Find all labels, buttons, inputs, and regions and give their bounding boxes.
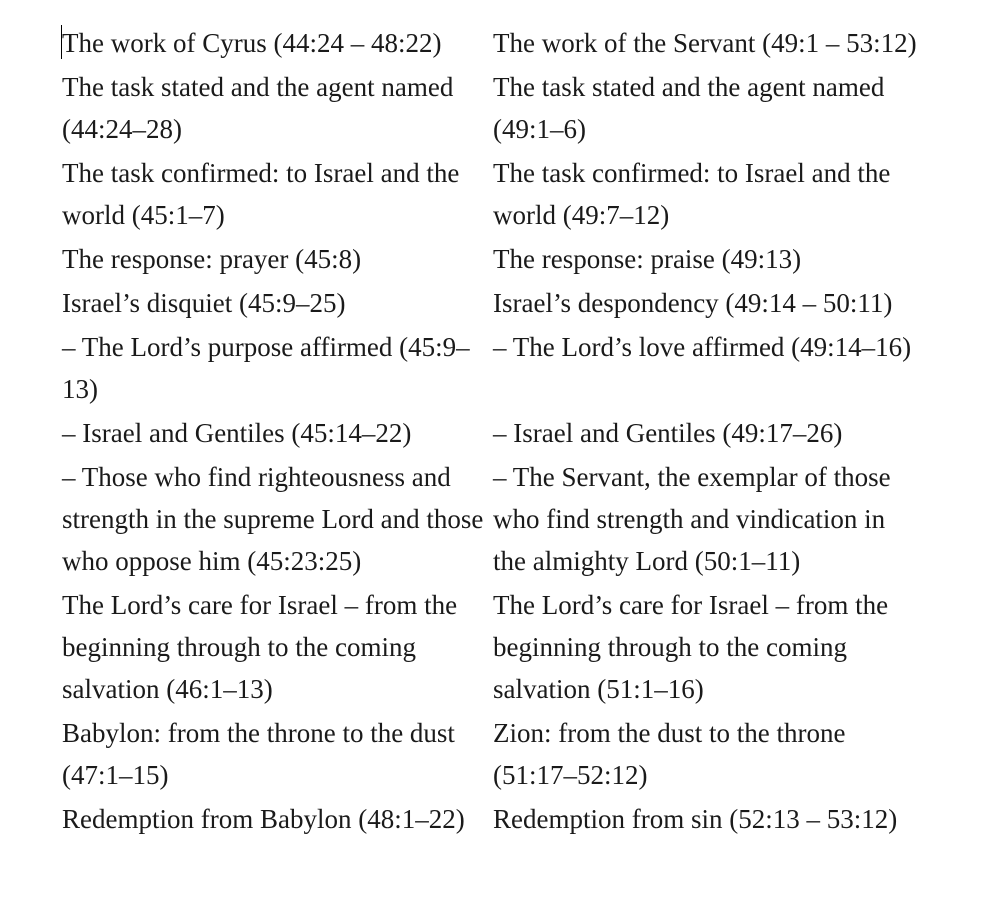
table-row: [62, 282, 922, 326]
table-cell-left[interactable]: The task confirmed: to Israel and the world (45:1–7): [62, 158, 460, 230]
table-cell-right[interactable]: The response: praise (49:13): [493, 244, 802, 274]
table-row: [62, 66, 922, 152]
table-cell-left[interactable]: The response: prayer (45:8): [62, 244, 362, 274]
table-cell-left[interactable]: The Lord’s care for Israel – from the beginning through to the coming salvation (46:1–13): [62, 590, 458, 704]
table-header-row: [62, 22, 922, 66]
header-cell-servant[interactable]: [493, 22, 922, 66]
table-cell-right[interactable]: The task confirmed: to Israel and the world (49:7–12): [493, 158, 891, 230]
table-cell-left[interactable]: – Those who find righteousness and strength in the supreme Lord and those who oppose him (45:23:25): [62, 462, 484, 576]
outline-table: [62, 22, 922, 842]
table-cell-right[interactable]: – The Servant, the exemplar of those who find strength and vindication in the almighty Lord (50:1–11): [493, 462, 891, 576]
table-cell-left[interactable]: The task stated and the agent named (44:24–28): [62, 72, 454, 144]
table-row: [62, 412, 922, 456]
table-cell-left[interactable]: – Israel and Gentiles (45:14–22): [62, 418, 412, 448]
table-row: [62, 326, 922, 412]
table-cell-right[interactable]: Zion: from the dust to the throne (51:17–52:12): [493, 718, 846, 790]
table-cell-right[interactable]: The task stated and the agent named (49:1–6): [493, 72, 885, 144]
table-row: [62, 456, 922, 584]
table-cell-left[interactable]: Redemption from Babylon (48:1–22): [62, 804, 465, 834]
table-cell-left[interactable]: Israel’s disquiet (45:9–25): [62, 288, 346, 318]
table-cell-left[interactable]: Babylon: from the throne to the dust (47:1–15): [62, 718, 455, 790]
table-cell-right[interactable]: Redemption from sin (52:13 – 53:12): [493, 804, 898, 834]
table-row: [62, 238, 922, 282]
outline-table-body: [62, 22, 922, 842]
table-cell-right[interactable]: Israel’s despondency (49:14 – 50:11): [493, 288, 893, 318]
table-row: [62, 152, 922, 238]
table-row: [62, 798, 922, 842]
header-text-servant: The work of the Servant (49:1 – 53:12): [493, 28, 917, 58]
table-cell-left[interactable]: – The Lord’s purpose affirmed (45:9–13): [62, 332, 470, 404]
header-cell-cyrus[interactable]: [62, 22, 493, 66]
table-cell-right[interactable]: – The Lord’s love affirmed (49:14–16): [493, 332, 912, 362]
table-cell-right[interactable]: – Israel and Gentiles (49:17–26): [493, 418, 843, 448]
table-cell-right[interactable]: The Lord’s care for Israel – from the beginning through to the coming salvation (51:1–16): [493, 590, 889, 704]
header-text-cyrus: The work of Cyrus (44:24 – 48:22): [62, 28, 442, 58]
table-row: [62, 584, 922, 712]
table-row: [62, 712, 922, 798]
